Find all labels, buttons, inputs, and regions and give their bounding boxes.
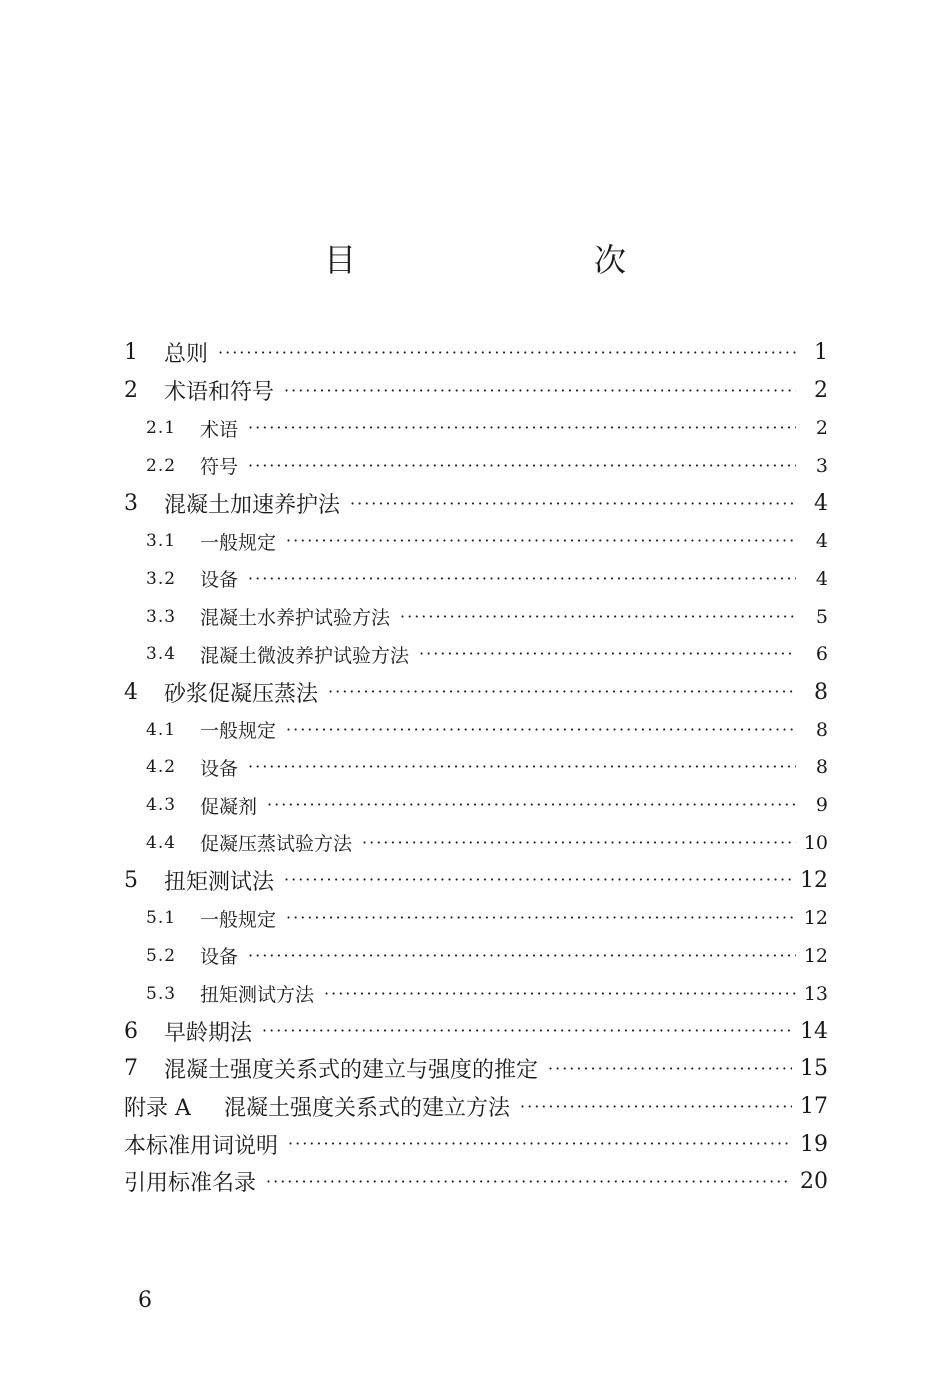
toc-entry[interactable] <box>124 334 828 372</box>
toc-entry-page: 8 <box>815 756 828 779</box>
toc-entry-number: 6 <box>124 1018 138 1044</box>
toc-entry-label: 混凝土强度关系式的建立与强度的推定 <box>164 1058 539 1084</box>
toc-entry-label: 术语和符号 <box>164 380 275 406</box>
toc-entry[interactable] <box>124 749 828 787</box>
toc-entry-number: 3 <box>124 491 138 517</box>
toc-entry[interactable] <box>124 937 828 975</box>
toc-entry-label: 一般规定 <box>200 908 277 931</box>
toc-entry-label: 混凝土加速养护法 <box>164 493 341 519</box>
toc-entry-page: 12 <box>803 944 828 967</box>
toc-dot-leader <box>248 571 796 589</box>
toc-entry-page: 5 <box>815 605 828 628</box>
toc-dot-leader <box>267 797 796 815</box>
toc-dot-leader <box>520 1099 792 1117</box>
toc-entry[interactable] <box>124 975 828 1013</box>
toc-entry-number: 4.1 <box>146 719 177 740</box>
toc-entry-number: 2.1 <box>146 418 177 439</box>
toc-entry-page: 2 <box>815 417 828 440</box>
toc-entry-label: 促凝剂 <box>200 795 258 818</box>
toc-entry-number: 5.3 <box>146 983 177 1004</box>
toc-entry[interactable] <box>124 1088 828 1126</box>
toc-dot-leader <box>248 458 796 476</box>
toc-entry-label: 混凝土水养护试验方法 <box>200 607 391 630</box>
toc-entry-page: 6 <box>815 643 828 666</box>
toc-entry-page: 20 <box>800 1169 828 1195</box>
toc-entry-label: 本标准用词说明 <box>124 1133 279 1159</box>
toc-entry[interactable] <box>124 372 828 410</box>
toc-dot-leader <box>248 420 796 438</box>
toc-entry-page: 2 <box>814 378 828 404</box>
toc-entry-number: 附录 A <box>124 1096 191 1122</box>
toc-entry[interactable] <box>124 1125 828 1163</box>
toc-entry-number: 3.3 <box>146 606 177 627</box>
toc-entry-page: 1 <box>814 340 828 366</box>
toc-dot-leader <box>284 872 792 890</box>
toc-entry-label: 促凝压蒸试验方法 <box>200 833 353 856</box>
toc-entry-page: 4 <box>814 491 828 517</box>
page-number: 6 <box>138 1288 152 1313</box>
toc-entry-number: 4.2 <box>146 757 177 778</box>
toc-entry-page: 19 <box>800 1131 828 1157</box>
toc-entry-label: 一般规定 <box>200 531 277 554</box>
toc-entry-page: 13 <box>803 982 828 1005</box>
toc-list <box>124 334 828 1201</box>
toc-entry-number: 7 <box>124 1056 138 1082</box>
toc-dot-leader <box>286 910 796 928</box>
toc-entry-number: 4.3 <box>146 795 177 816</box>
toc-dot-leader <box>350 496 796 514</box>
toc-entry-page: 12 <box>803 907 828 930</box>
toc-dot-leader <box>266 1174 792 1192</box>
toc-dot-leader <box>262 1023 792 1041</box>
toc-entry-page: 15 <box>800 1056 828 1082</box>
toc-entry-label: 设备 <box>200 757 239 780</box>
toc-title: 目 次 <box>323 241 684 279</box>
toc-entry-page: 17 <box>800 1094 828 1120</box>
toc-dot-leader <box>286 533 796 551</box>
toc-entry[interactable] <box>124 447 828 485</box>
toc-entry-label: 设备 <box>200 569 239 592</box>
toc-dot-leader <box>248 948 796 966</box>
toc-entry[interactable] <box>124 862 828 900</box>
toc-entry-label: 术语 <box>200 418 239 441</box>
toc-entry-number: 3.4 <box>146 644 177 665</box>
toc-entry[interactable] <box>124 1050 828 1088</box>
toc-entry[interactable] <box>124 522 828 560</box>
toc-dot-leader <box>284 383 796 401</box>
toc-dot-leader <box>419 646 796 664</box>
toc-entry[interactable] <box>124 824 828 862</box>
toc-dot-leader <box>288 1136 792 1154</box>
toc-entry[interactable] <box>124 560 828 598</box>
toc-entry-number: 2.2 <box>146 455 177 476</box>
toc-entry[interactable] <box>124 711 828 749</box>
toc-entry-number: 5.1 <box>146 908 177 929</box>
toc-entry-page: 12 <box>800 867 828 893</box>
toc-entry-label: 引用标准名录 <box>124 1171 257 1197</box>
toc-entry-label: 砂浆促凝压蒸法 <box>164 681 319 707</box>
toc-entry-page: 3 <box>815 454 828 477</box>
toc-dot-leader <box>548 1061 792 1079</box>
toc-entry[interactable] <box>124 598 828 636</box>
toc-dot-leader <box>328 684 796 702</box>
toc-entry-number: 3.1 <box>146 531 177 552</box>
toc-entry-label: 扭矩测试法 <box>164 869 275 895</box>
toc-entry[interactable] <box>124 786 828 824</box>
toc-entry-page: 8 <box>814 679 828 705</box>
toc-entry[interactable] <box>124 409 828 447</box>
toc-entry-number: 1 <box>124 340 138 366</box>
toc-entry-page: 4 <box>815 567 828 590</box>
toc-dot-leader <box>324 986 796 1004</box>
toc-entry-number: 5 <box>124 867 138 893</box>
toc-entry[interactable] <box>124 1012 828 1050</box>
toc-entry-label: 总则 <box>164 342 209 368</box>
toc-entry-label: 扭矩测试方法 <box>200 984 315 1007</box>
toc-entry-number: 2 <box>124 378 138 404</box>
toc-dot-leader <box>218 345 796 363</box>
toc-entry[interactable] <box>124 673 828 711</box>
toc-entry-page: 9 <box>815 794 828 817</box>
toc-entry-number: 4 <box>124 679 138 705</box>
toc-entry-number: 5.2 <box>146 945 177 966</box>
toc-entry-number: 4.4 <box>146 832 177 853</box>
toc-entry-label: 早龄期法 <box>164 1020 253 1046</box>
toc-entry-label: 设备 <box>200 946 239 969</box>
toc-entry-label: 符号 <box>200 456 239 479</box>
toc-dot-leader <box>286 722 796 740</box>
toc-entry-label: 混凝土微波养护试验方法 <box>200 644 410 667</box>
toc-entry-page: 4 <box>815 530 828 553</box>
toc-entry-label: 混凝土强度关系式的建立方法 <box>224 1096 511 1122</box>
toc-entry-page: 8 <box>815 718 828 741</box>
toc-dot-leader <box>400 609 796 627</box>
toc-entry[interactable] <box>124 1163 828 1201</box>
toc-entry-label: 一般规定 <box>200 720 277 743</box>
toc-entry-page: 14 <box>800 1018 828 1044</box>
toc-entry[interactable] <box>124 899 828 937</box>
toc-entry-number: 3.2 <box>146 568 177 589</box>
toc-dot-leader <box>362 835 796 853</box>
toc-entry[interactable] <box>124 485 828 523</box>
toc-entry[interactable] <box>124 636 828 674</box>
toc-entry-page: 10 <box>803 831 828 854</box>
toc-dot-leader <box>248 759 796 777</box>
